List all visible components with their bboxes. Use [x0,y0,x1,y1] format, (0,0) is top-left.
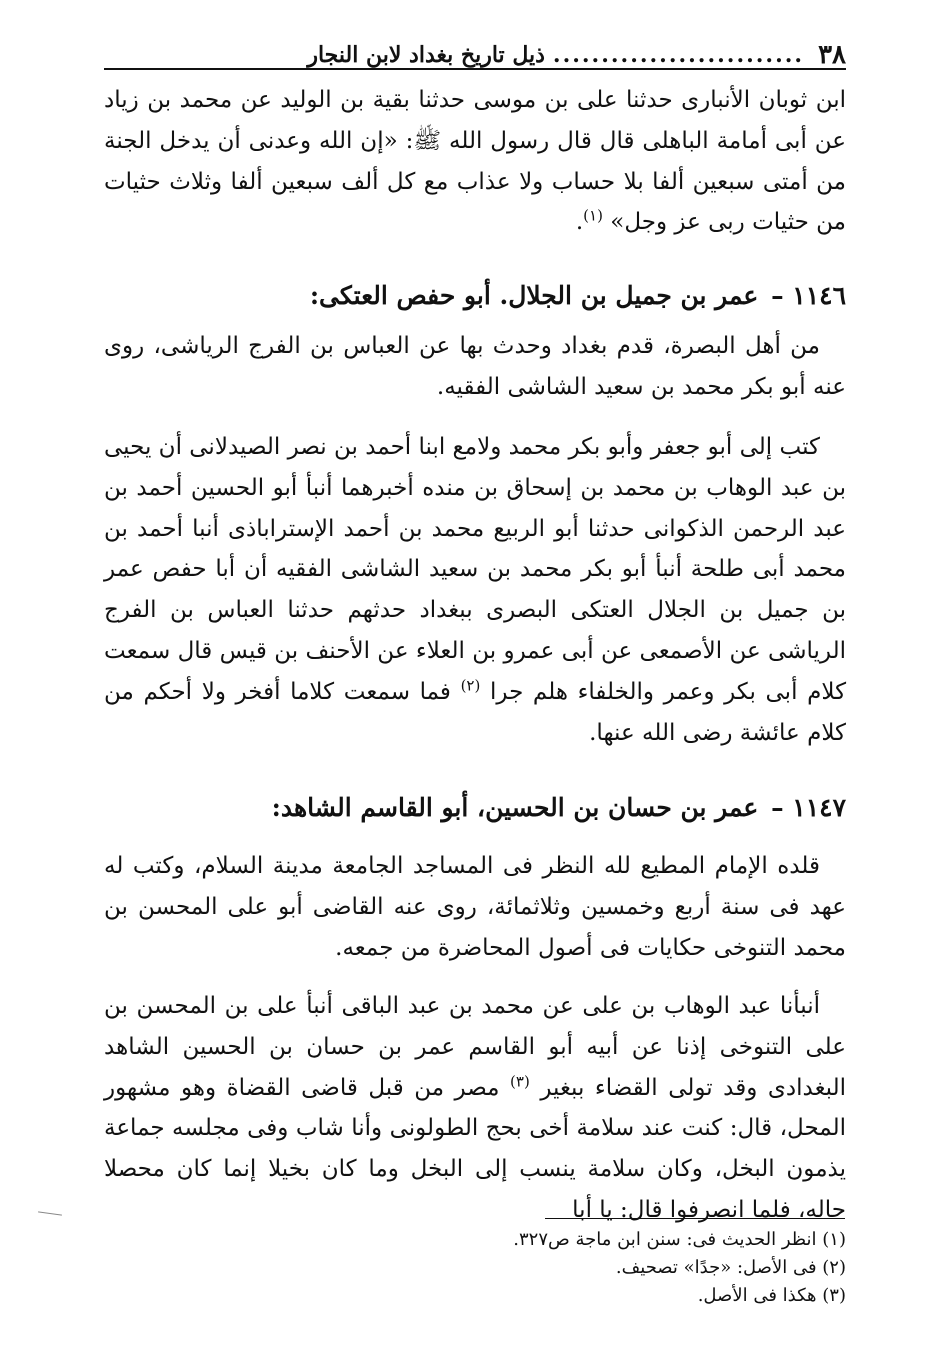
footnote-3: (٣) هكذا فى الأصل. [697,1285,846,1306]
paragraph-text-cont: فما سمعت كلاما أفخر ولا أحكم من كلام عائشة رضى الله عنها. [104,678,846,746]
paragraph-text: ابن ثوبان الأنبارى حدثنا على بن موسى حدثنا بقية بن الوليد عن محمد بن زياد عن أبى أمامة الباهلى قال قال رسول الله ﷺ: «إن الله وعدنى أن يدخل الجنة من أمتى سبعين ألفا بلا حساب ولا عذاب مع كل ألف سبعين ألفا وثلاث حثيات من حثيات ربى عز وجل» [104,87,846,236]
paragraph-text-cont: مصر من قبل قاضى القضاة وهو مشهور المحل، قال: كنت عند سلامة أخى بحج الطولونى وأنا شاب وفى مجلسه جماعة يذمون البخل، وكان سلامة ينسب إلى البخل وما كان بخيلا إنما كان محصلا حاله، فلما انصرفوا قال: يا أبا [104,1074,846,1223]
footnote-divider [545,1218,845,1219]
entry-heading-1147 [104,790,846,826]
entry-title: عمر بن جميل بن الجلال. أبو حفص العتكى: [309,281,759,310]
footnote-ref-2[interactable]: (٢) [460,676,481,695]
paragraph-end: . [575,209,584,236]
footnote-1: (١) انظر الحديث فى: سنن ابن ماجة ص٣٢٧. [513,1229,846,1250]
paragraph-bio-1147 [104,846,846,968]
paragraph-text: أنبأنا عبد الوهاب بن على عن محمد بن عبد الباقى أنبأ على بن المحسن بن على التنوخى إذنا عن أبيه أبو القاسم عمر بن حسان بن الحسين الشاهد البغدادى وقد تولى القضاء ببغير [104,993,847,1101]
footnote-ref-3[interactable]: (٣) [510,1071,530,1090]
entry-number: ١١٤٦ – [771,281,846,310]
running-title: ذيل تاريخ بغداد لابن النجار [307,42,545,68]
entry-heading-1146 [104,278,846,314]
paragraph-isnad-1146 [104,427,846,753]
page-number: ٣٨ [818,40,846,70]
paragraph-text: من أهل البصرة، قدم بغداد وحدث بها عن العباس بن الفرج الرياشى، روى عنه أبو بكر محمد بن سعيد الشاشى الفقيه. [104,333,846,400]
entry-number: ١١٤٧ – [771,793,846,822]
header-dots: .......................... [552,42,805,68]
margin-mark [38,1211,62,1215]
footnote-ref-1[interactable]: (١) [583,206,603,225]
paragraph-text: كتب إلى أبو جعفر وأبو بكر محمد ولامع ابنا أحمد بن نصر الصيدلانى أن يحيى بن عبد الوهاب بن محمد بن إسحاق بن منده أخبرهما أنبأ أبو الحسين أحمد بن عبد الرحمن الذكوانى حدثنا أبو الربيع محمد بن أحمد الإستراباذى أنبا أحمد بن محمد أبى طلحة أنبأ أبو بكر محمد بن سعيد الشاشى الفقيه أن أبا حفص عمر بن جميل بن الجلال العتكى البصرى ببغداد حدثهم حدثنا العباس بن الفرج الرياشى عن الأصمعى عن أبى عمرو بن العلاء عن الأحنف بن قيس قال سمعت كلام أبى بكر وعمر والخلفاء هلم جرا [104,434,847,705]
paragraph-isnad-1147 [104,986,846,1231]
paragraph-hadith [104,80,846,243]
page-header [104,36,846,70]
entry-title: عمر بن حسان بن الحسين، أبو القاسم الشاهد: [271,793,759,822]
footnotes [400,1226,846,1310]
paragraph-bio-1146 [104,326,846,408]
paragraph-text: قلده الإمام المطيع لله النظر فى المساجد الجامعة مدينة السلام، وكتب له عهد فى سنة أربع وخمسين وثلاثمائة، روى عنه القاضى أبو على المحسن بن محمد التنوخى حكايات فى أصول المحاضرة من جمعه. [104,853,846,961]
footnote-2: (٢) فى الأصل: «جدًا» تصحيف. [615,1257,846,1278]
